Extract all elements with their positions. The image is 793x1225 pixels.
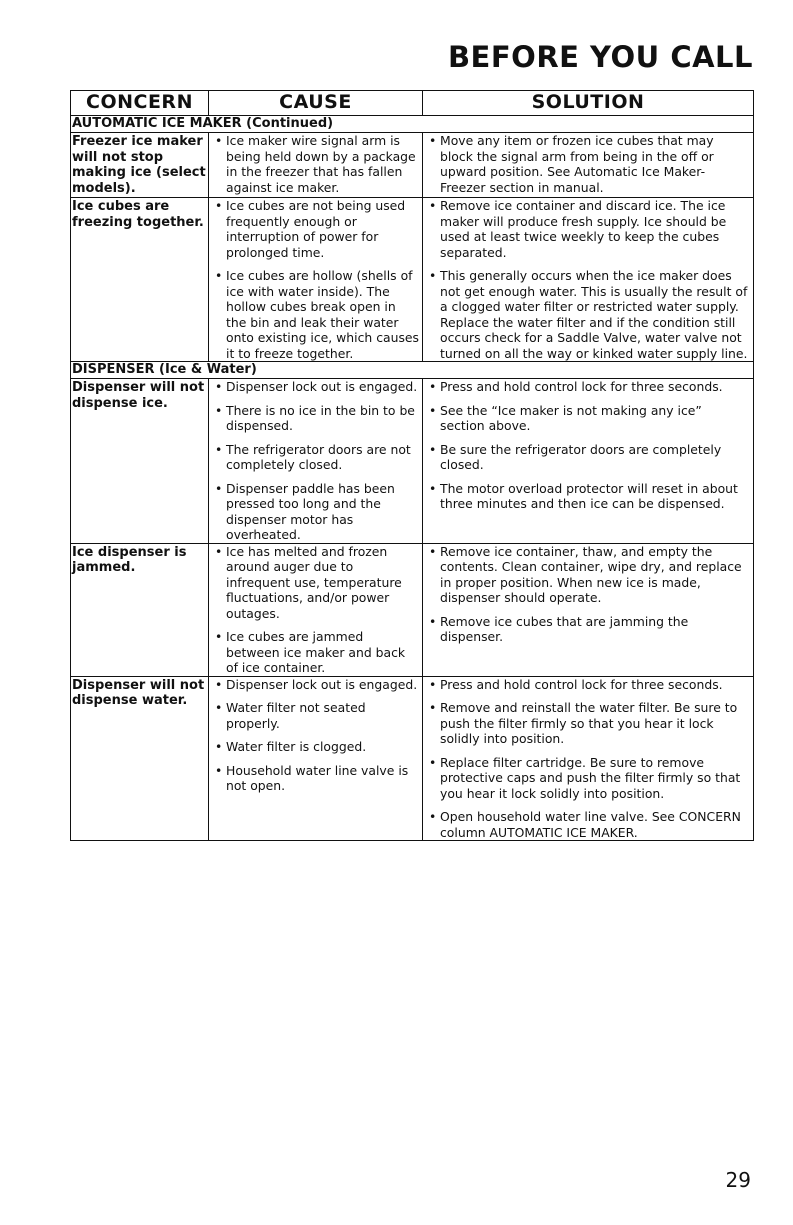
cause-item: • There is no ice in the bin to be dispensed. — [209, 403, 422, 434]
concern-cell: Ice cubes are freezing together. — [71, 198, 209, 362]
solution-item: • Replace filter cartridge. Be sure to remove protective caps and push the filter firmly so that you hear it lock solidly into position. — [423, 755, 753, 802]
cause-cell — [209, 379, 423, 544]
solution-cell — [423, 543, 754, 676]
cause-cell — [209, 198, 423, 362]
cause-item: • Water filter not seated properly. — [209, 700, 422, 731]
cause-item: • Household water line valve is not open. — [209, 763, 422, 794]
troubleshooting-table — [70, 90, 754, 841]
cause-cell — [209, 676, 423, 841]
table-row — [71, 198, 754, 362]
solution-item: • Remove and reinstall the water filter. Be sure to push the filter firmly so that you hear it lock solidly into position. — [423, 700, 753, 747]
page-number: 29 — [725, 1168, 751, 1192]
section-title: DISPENSER (Ice & Water) — [71, 362, 754, 379]
cause-item: • Dispenser lock out is engaged. — [209, 677, 422, 693]
solution-item: • Press and hold control lock for three seconds. — [423, 677, 753, 693]
solution-item: • Remove ice cubes that are jamming the dispenser. — [423, 614, 753, 645]
cause-item: • Ice cubes are jammed between ice maker and back of ice container. — [209, 629, 422, 676]
cause-cell — [209, 133, 423, 198]
section-row — [71, 362, 754, 379]
table-row — [71, 543, 754, 676]
page-title: BEFORE YOU CALL — [447, 40, 753, 74]
table-row — [71, 379, 754, 544]
concern-column-header: CONCERN — [71, 91, 209, 116]
solution-item: • Remove ice container, thaw, and empty the contents. Clean container, wipe dry, and replace in proper position. When new ice is made, dispenser should operate. — [423, 544, 753, 606]
table-row — [71, 133, 754, 198]
solution-item: • Press and hold control lock for three seconds. — [423, 379, 753, 395]
table-row — [71, 676, 754, 841]
cause-item: • The refrigerator doors are not completely closed. — [209, 442, 422, 473]
concern-cell: Ice dispenser is jammed. — [71, 543, 209, 676]
solution-item: • This generally occurs when the ice maker does not get enough water. This is usually the result of a clogged water filter or restricted water supply. Replace the water filter and if the condition still occurs check for a Saddle Valve, water valve not turned on all the way or kinked water supply line. — [423, 268, 753, 361]
solution-cell — [423, 379, 754, 544]
cause-item: • Ice cubes are hollow (shells of ice with water inside). The hollow cubes break open in the bin and leak their water onto existing ice, which causes it to freeze together. — [209, 268, 422, 361]
cause-item: • Dispenser lock out is engaged. — [209, 379, 422, 395]
table-header-row — [71, 91, 754, 116]
section-title: AUTOMATIC ICE MAKER (Continued) — [71, 116, 754, 133]
cause-cell — [209, 543, 423, 676]
cause-item: • Ice has melted and frozen around auger due to infrequent use, temperature fluctuations, and/or power outages. — [209, 544, 422, 622]
section-row — [71, 116, 754, 133]
solution-item: • Be sure the refrigerator doors are completely closed. — [423, 442, 753, 473]
cause-item: • Ice cubes are not being used frequently enough or interruption of power for prolonged time. — [209, 198, 422, 260]
solution-cell — [423, 198, 754, 362]
solution-cell — [423, 676, 754, 841]
concern-cell: Freezer ice maker will not stop making ice (select models). — [71, 133, 209, 198]
solution-item: • See the “Ice maker is not making any ice” section above. — [423, 403, 753, 434]
concern-cell: Dispenser will not dispense ice. — [71, 379, 209, 544]
cause-item: • Dispenser paddle has been pressed too long and the dispenser motor has overheated. — [209, 481, 422, 543]
solution-cell — [423, 133, 754, 198]
solution-column-header: SOLUTION — [423, 91, 754, 116]
solution-item: • The motor overload protector will reset in about three minutes and then ice can be dispensed. — [423, 481, 753, 512]
solution-item: • Move any item or frozen ice cubes that may block the signal arm from being in the off or upward position. See Automatic Ice Maker-Freezer section in manual. — [423, 133, 753, 195]
cause-item: • Water filter is clogged. — [209, 739, 422, 755]
cause-column-header: CAUSE — [209, 91, 423, 116]
solution-item: • Open household water line valve. See CONCERN column AUTOMATIC ICE MAKER. — [423, 809, 753, 840]
cause-item: • Ice maker wire signal arm is being held down by a package in the freezer that has fallen against ice maker. — [209, 133, 422, 195]
solution-item: • Remove ice container and discard ice. The ice maker will produce fresh supply. Ice should be used at least twice weekly to keep the cubes separated. — [423, 198, 753, 260]
concern-cell: Dispenser will not dispense water. — [71, 676, 209, 841]
